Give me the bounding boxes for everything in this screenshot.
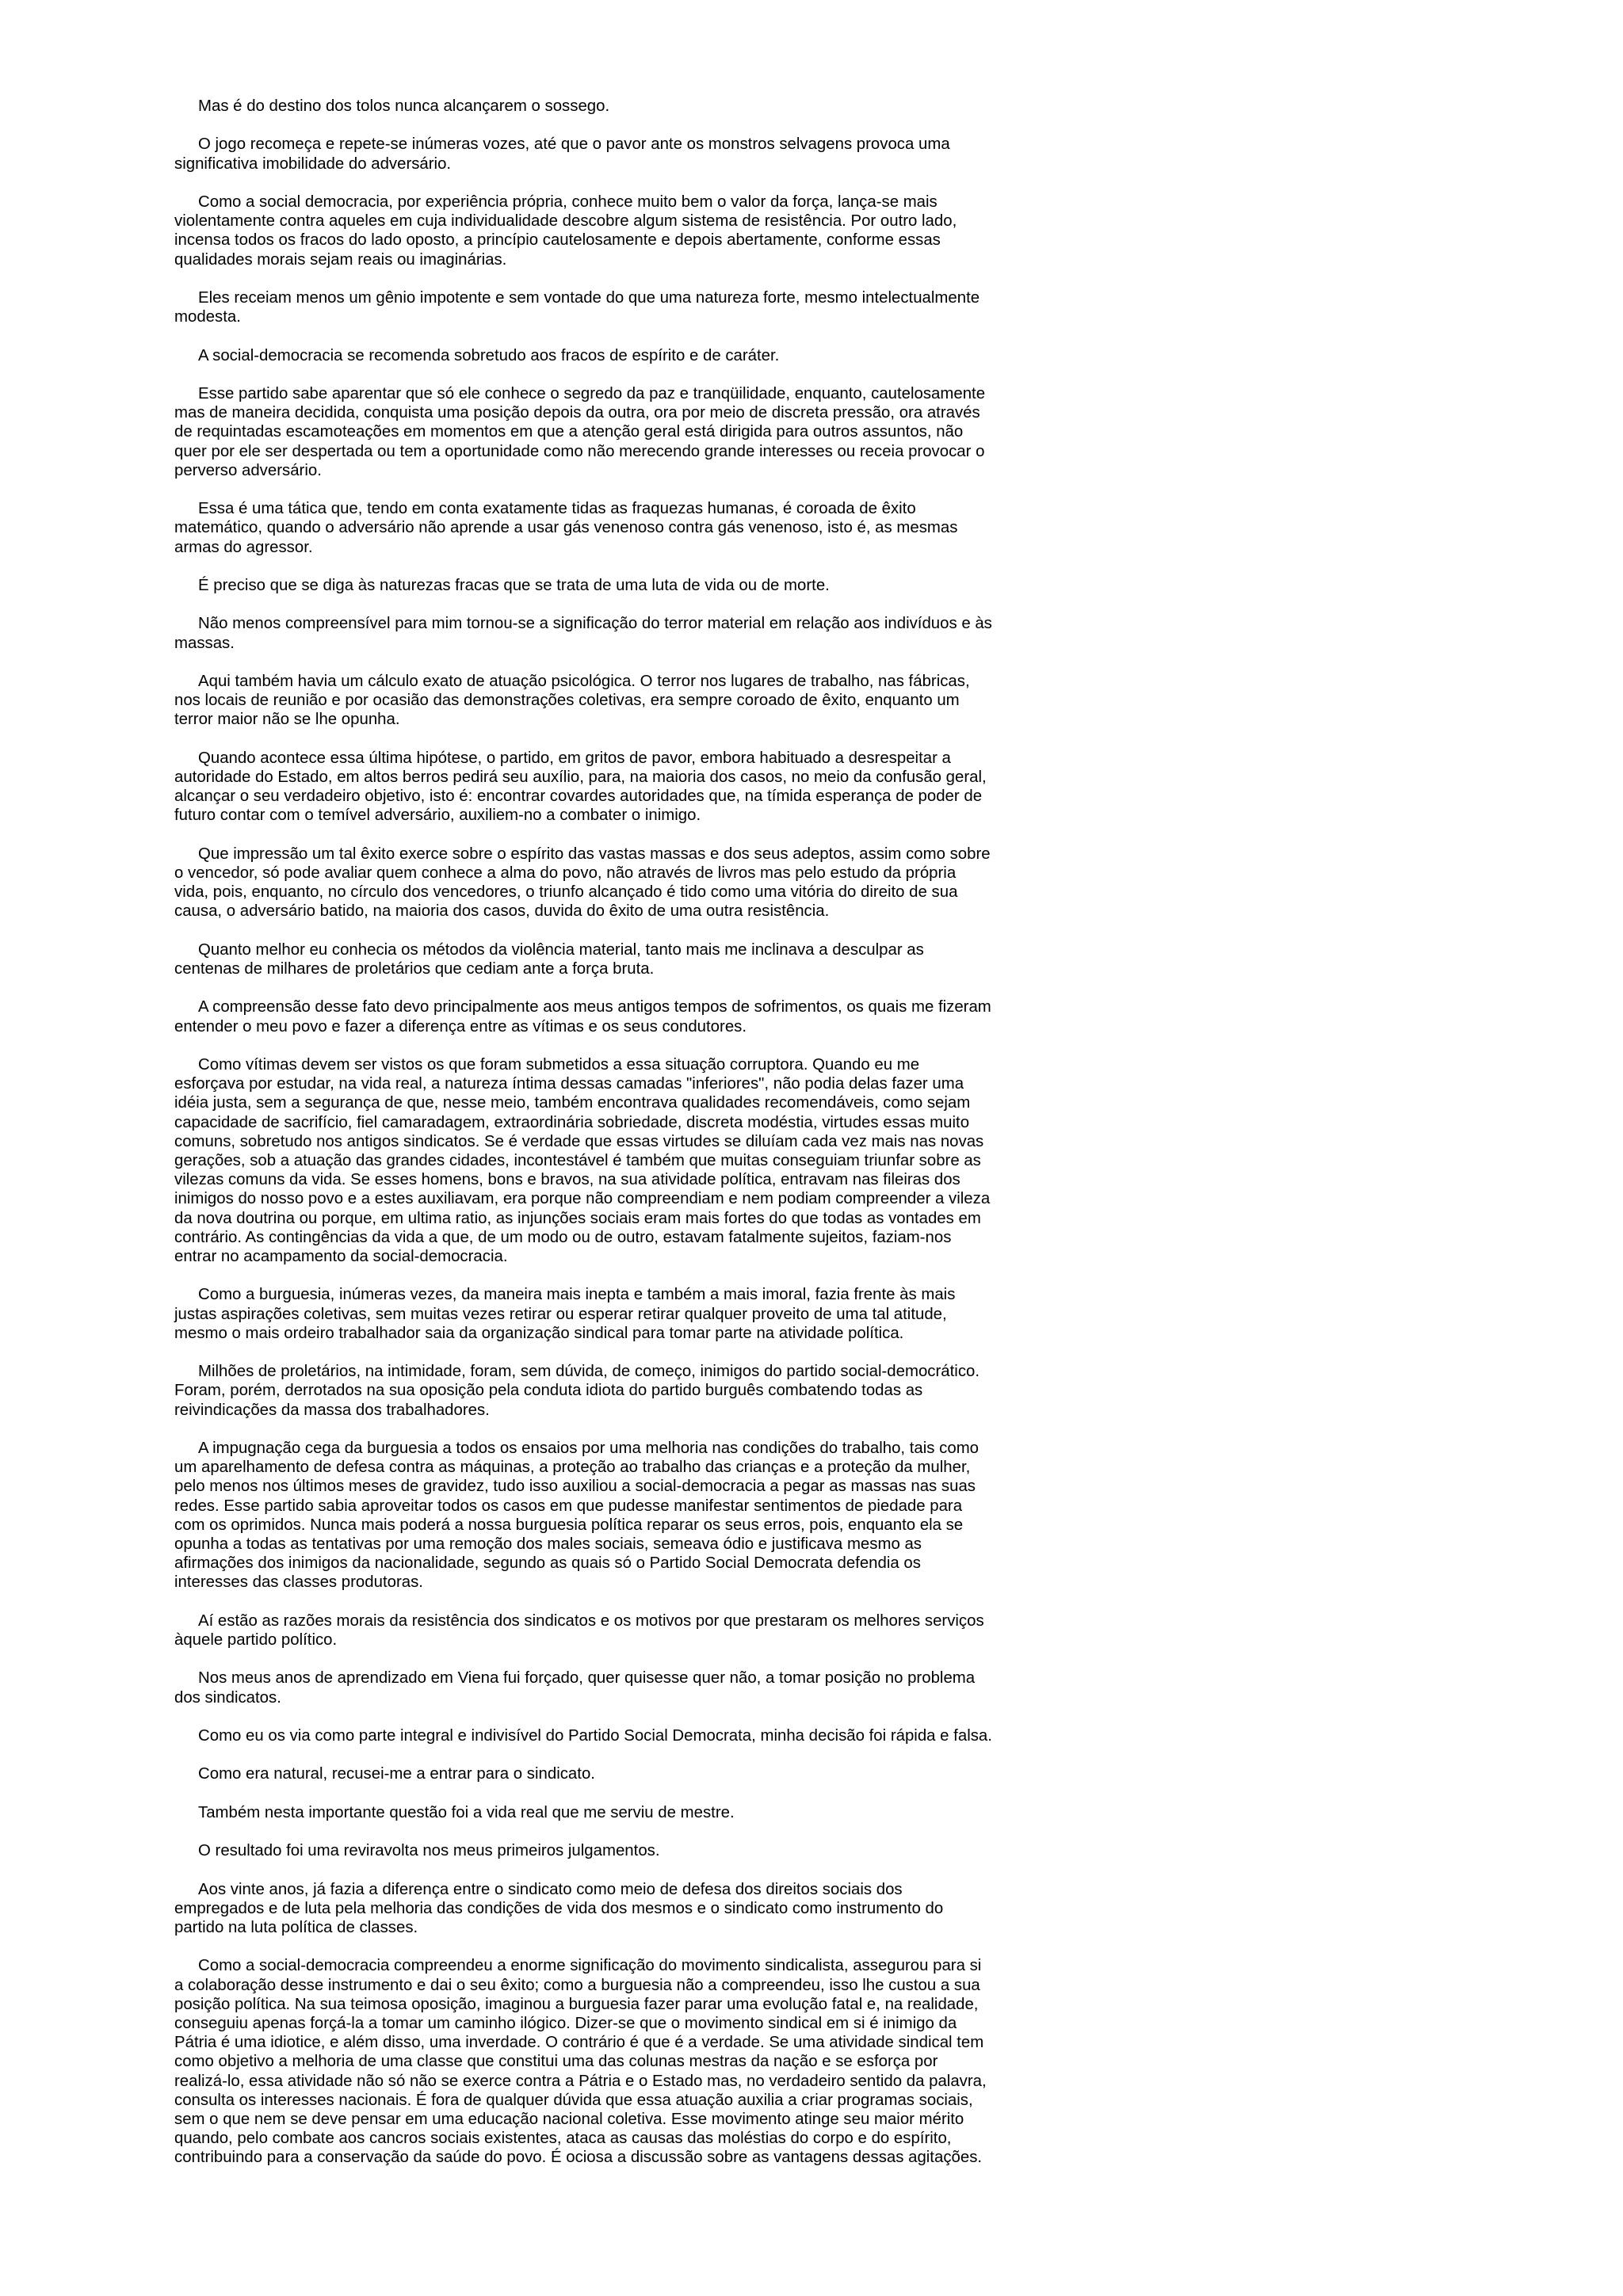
paragraph-25: Aos vinte anos, já fazia a diferença entre o sindicato como meio de defesa dos direitos sociais dos empregados e de luta pela melhoria das condições de vida dos mesmos e o sindicato como instrumento do partido na luta política de classes. xyxy=(174,1880,944,1936)
paragraph-11: Quando acontece essa última hipótese, o partido, em gritos de pavor, embora habituado a desrespeitar a autoridade do Estado, em altos berros pedirá seu auxílio, para, na maioria dos casos, no meio da confusão geral, alcançar o seu verdadeiro objetivo, isto é: encontrar covardes autoridades que, na tímida esperança de poder de futuro contar com o temível adversário, auxiliem-no a combater o inimigo. xyxy=(174,749,987,825)
paragraph-6: Esse partido sabe aparentar que só ele conhece o segredo da paz e tranqüilidade, enquanto, cautelosamente mas de maneira decidida, conquista uma posição depois da outra, ora por meio de discreta pressão, ora através de requintadas escamoteações em momentos em que a atenção geral está dirigida para outros assuntos, não quer por ele ser despertada ou tem a oportunidade como não merecendo grande interesses ou receia provocar o perverso adversário. xyxy=(174,384,986,479)
paragraph-16: Como a burguesia, inúmeras vezes, da maneira mais inepta e também a mais imoral, fazia frente às mais justas aspirações coletivas, sem muitas vezes retirar ou esperar retirar qualquer proveito de uma tal atitude, mesmo o mais ordeiro trabalhador saia da organização sindical para tomar parte na atividade política. xyxy=(174,1286,956,1342)
paragraph-22: Como era natural, recusei-me a entrar para o sindicato. xyxy=(198,1765,595,1783)
paragraph-3: Como a social democracia, por experiência própria, conhece muito bem o valor da força, lança-se mais violentamente contra aqueles em cuja individualidade descobre algum sistema de resistência. Por outro lado, incensa todos os fracos do lado oposto, a princípio cautelosamente e depois abertamente, conforme essas qualidades morais sejam reais ou imaginárias. xyxy=(174,193,957,269)
paragraph-5: A social-democracia se recomenda sobretudo aos fracos de espírito e de caráter. xyxy=(198,346,780,364)
paragraph-14: A compreensão desse fato devo principalmente aos meus antigos tempos de sofrimentos, os quais me fizeram entender o meu povo e fazer a diferença entre as vítimas e os seus condutores. xyxy=(174,998,991,1035)
paragraph-23: Também nesta importante questão foi a vida real que me serviu de mestre. xyxy=(198,1803,735,1821)
paragraph-19: Aí estão as razões morais da resistência dos sindicatos e os motivos por que prestaram os melhores serviços àquele partido político. xyxy=(174,1611,984,1649)
paragraph-10: Aqui também havia um cálculo exato de atuação psicológica. O terror nos lugares de trabalho, nas fábricas, nos locais de reunião e por ocasião das demonstrações coletivas, era sempre coroado de êxito, enquanto um terror maior não se lhe opunha. xyxy=(174,672,970,729)
paragraph-20: Nos meus anos de aprendizado em Viena fui forçado, quer quisesse quer não, a tomar posição no problema dos sindicatos. xyxy=(174,1669,976,1707)
paragraph-15: Como vítimas devem ser vistos os que foram submetidos a essa situação corruptora. Quando eu me esforçava por estudar, na vida real, a natureza íntima dessas camadas "inferiores", não podia delas fazer uma idéia justa, sem a segurança de que, nesse meio, também encontrava qualidades recomendáveis, como sejam capacidade de sacrifício, fiel camaradagem, extraordinária sobriedade, discreta modéstia, virtudes essas muito comuns, sobretudo nos antigos sindicatos. Se é verdade que essas virtudes se diluíam cada vez mais nas novas gerações, sob a atuação das grandes cidades, incontestável é também que muitas conseguiam triunfar sobre as vilezas comuns da vida. Se esses homens, bons e bravos, na sua atividade política, entravam nas fileiras dos inimigos do nosso povo e a estes auxiliavam, era porque não compreendiam e nem podiam compreender a vileza da nova doutrina ou porque, em ultima ratio, as injunções sociais eram mais fortes do que todas as vontades em contrário. As contingências da vida a que, de um modo ou de outro, estavam fatalmente sujeitos, faziam-nos entrar no acampamento da social-democracia. xyxy=(174,1055,991,1265)
paragraph-8: É preciso que se diga às naturezas fracas que se trata de uma luta de vida ou de morte. xyxy=(198,576,830,594)
paragraph-7: Essa é uma tática que, tendo em conta exatamente tidas as fraquezas humanas, é coroada de êxito matemático, quando o adversário não aprende a usar gás venenoso contra gás venenoso, isto é, as mesmas armas do agressor. xyxy=(174,500,958,556)
paragraph-9: Não menos compreensível para mim tornou-se a significação do terror material em relação aos indivíduos e às massas. xyxy=(174,615,992,652)
paragraph-24: O resultado foi uma reviravolta nos meus primeiros julgamentos. xyxy=(198,1842,660,1860)
paragraph-17: Milhões de proletários, na intimidade, foram, sem dúvida, de começo, inimigos do partido social-democrático. Foram, porém, derrotados na sua oposição pela conduta idiota do partido burguês combatendo todas as reivindicações da massa dos trabalhadores. xyxy=(174,1363,980,1419)
document-page xyxy=(174,97,994,2187)
paragraph-1: Mas é do destino dos tolos nunca alcançarem o sossego. xyxy=(198,97,610,115)
paragraph-18: A impugnação cega da burguesia a todos os ensaios por uma melhoria nas condições do trabalho, tais como um aparelhamento de defesa contra as máquinas, a proteção ao trabalho das crianças e a proteção da mulher, pelo menos nos últimos meses de gravidez, tudo isso auxiliou a social-democracia a pegar as massas nas suas redes. Esse partido sabia aproveitar todos os casos em que pudesse manifestar sentimentos de piedade para com os oprimidos. Nunca mais poderá a nossa burguesia política reparar os seus erros, pois, enquanto ela se opunha a todas as tentativas por uma remoção dos males sociais, semeava ódio e justificava mesmo as afirmações dos inimigos da nacionalidade, segundo as quais só o Partido Social Democrata defendia os interesses das classes produtoras. xyxy=(174,1439,980,1592)
paragraph-4: Eles receiam menos um gênio impotente e sem vontade do que uma natureza forte, mesmo intelectualmente modesta. xyxy=(174,288,980,326)
paragraph-26: Como a social-democracia compreendeu a enorme significação do movimento sindicalista, assegurou para si a colaboração desse instrumento e dai o seu êxito; como a burguesia não a compreendeu, isso lhe custou a sua posição política. Na sua teimosa oposição, imaginou a burguesia fazer parar uma evolução fatal e, na realidade, conseguiu apenas forçá-la a tomar um caminho ilógico. Dizer-se que o movimento sindical em si é inimigo da Pátria é uma idiotice, e além disso, uma inverdade. O contrário é que é a verdade. Se uma atividade sindical tem como objetivo a melhoria de uma classe que constitui uma das colunas mestras da nação e se esforça por realizá-lo, essa atividade não só não se exerce contra a Pátria e o Estado mas, no verdadeiro sentido da palavra, consulta os interesses nacionais. É fora de qualquer dúvida que essa atuação auxilia a criar programas sociais, sem o que nem se deve pensar em uma educação nacional coletiva. Esse movimento atinge seu maior mérito quando, pelo combate aos cancros sociais existentes, ataca as causas das moléstias do corpo e do espírito, contribuindo para a conservação da saúde do povo. É ociosa a discussão sobre as vantagens dessas agitações. xyxy=(174,1957,987,2167)
paragraph-2: O jogo recomeça e repete-se inúmeras vozes, até que o pavor ante os monstros selvagens provoca uma significativa imobilidade do adversário. xyxy=(174,135,950,173)
paragraph-21: Como eu os via como parte integral e indivisível do Partido Social Democrata, minha decisão foi rápida e falsa. xyxy=(198,1726,992,1745)
paragraph-13: Quanto melhor eu conhecia os métodos da violência material, tanto mais me inclinava a desculpar as centenas de milhares de proletários que cediam ante a força bruta. xyxy=(174,940,924,978)
paragraph-12: Que impressão um tal êxito exerce sobre o espírito das vastas massas e dos seus adeptos, assim como sobre o vencedor, só pode avaliar quem conhece a alma do povo, não através de livros mas pelo estudo da própria vida, pois, enquanto, no círculo dos vencedores, o triunfo alcançado é tido como uma vitória do direito de sua causa, o adversário batido, na maioria dos casos, duvida do êxito de uma outra resistência. xyxy=(174,845,991,921)
